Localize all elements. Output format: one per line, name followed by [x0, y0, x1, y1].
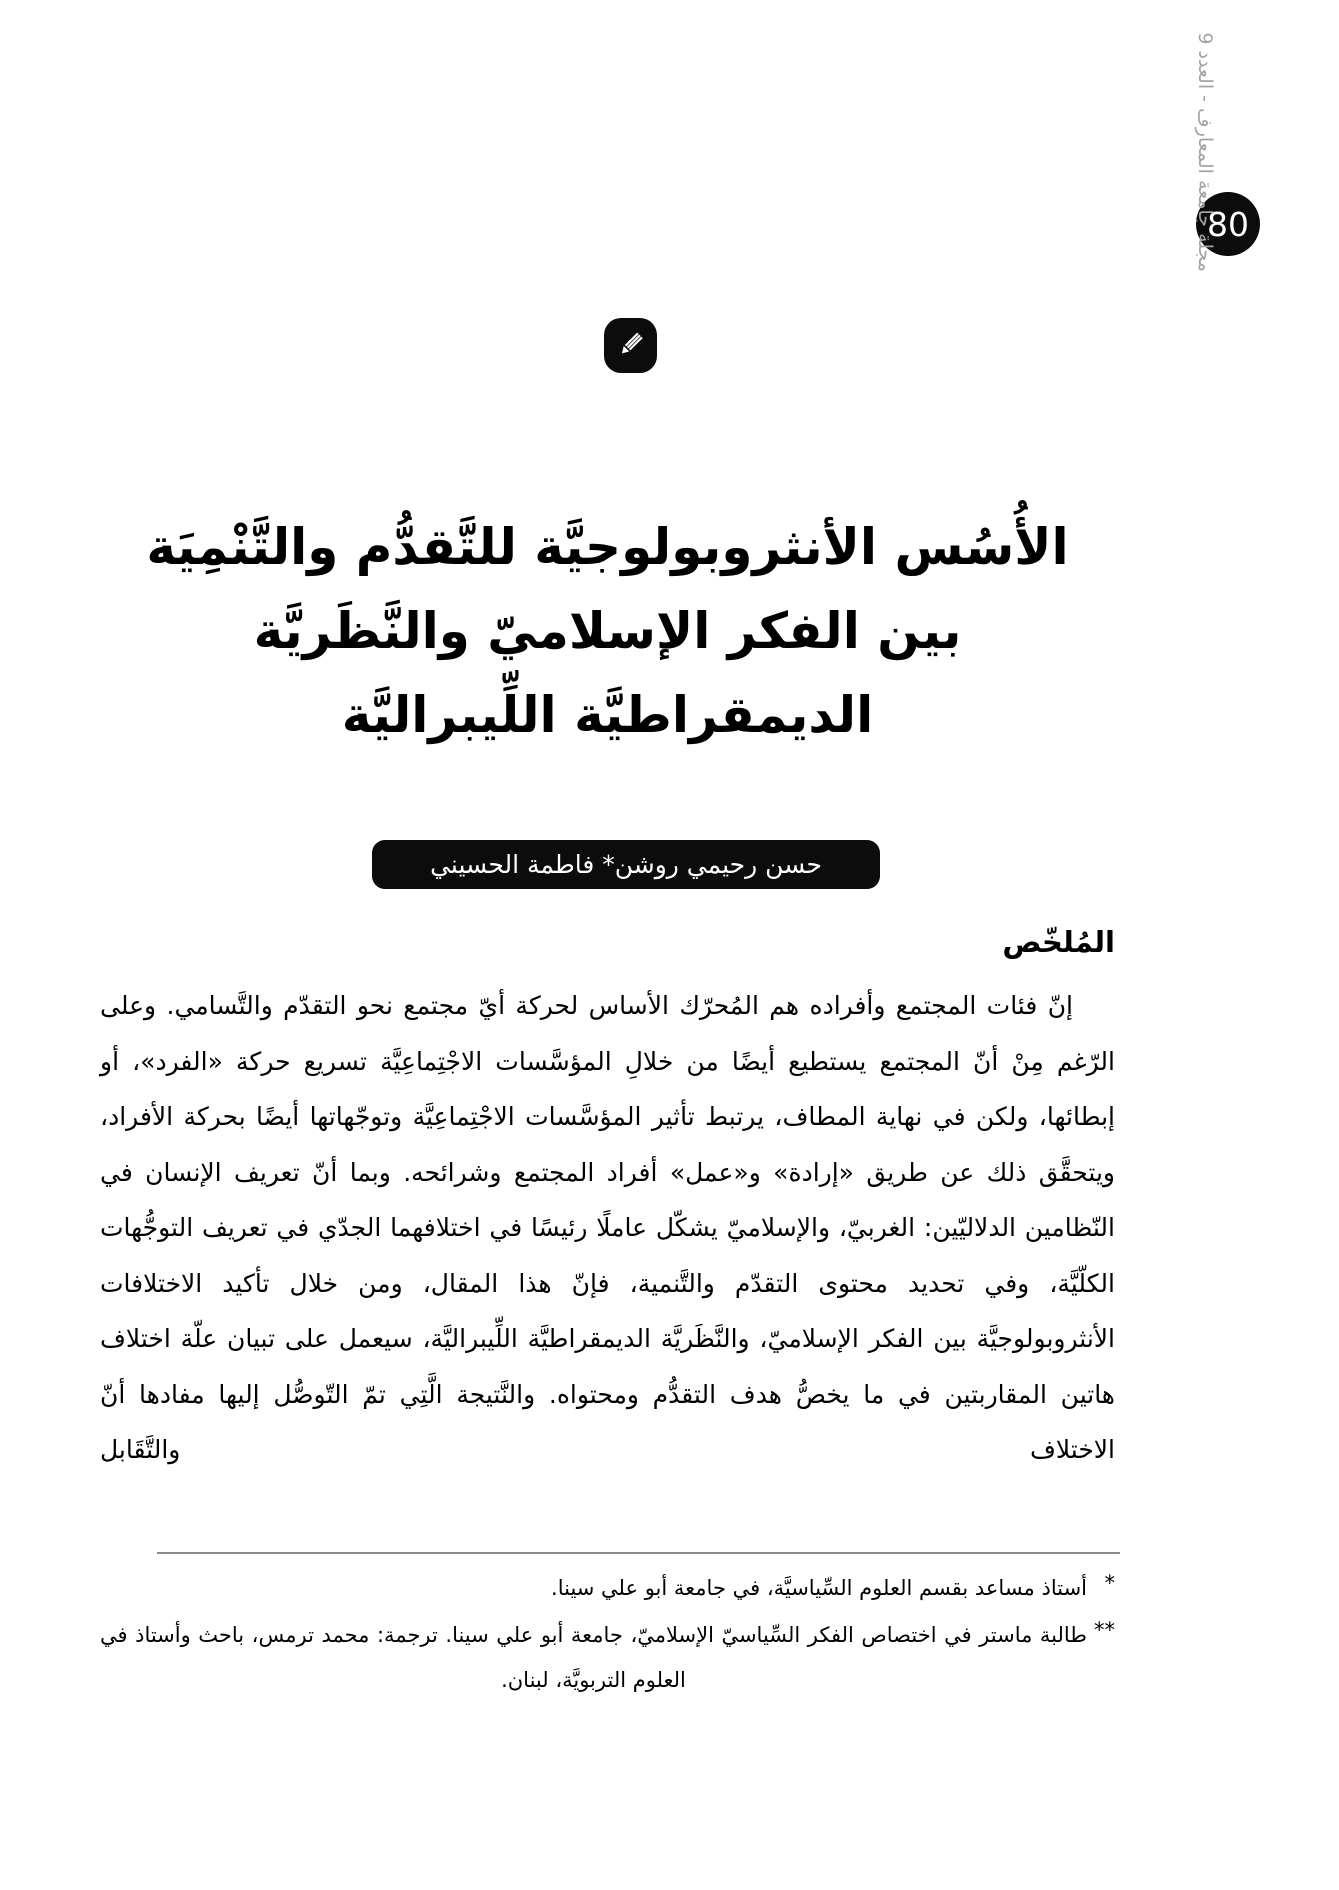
- footnote-separator: [157, 1552, 1120, 1554]
- authors-bar: [372, 840, 880, 889]
- pencil-icon: [614, 327, 648, 365]
- footnote-2-marker: **: [1094, 1618, 1115, 1642]
- article-title: [100, 505, 1115, 757]
- footnote-2: [100, 1613, 1115, 1703]
- abstract-heading: المُلخّص: [1002, 925, 1115, 959]
- article-title-line-2: بين الفكر الإسلاميّ والنَّظَريَّة: [253, 602, 962, 660]
- article-title-line-1: الأُسُس الأنثروبولوجيَّة للتَّقدُّم والتَّنْمِيَة: [146, 518, 1069, 576]
- authors-names: حسن رحيمي روشن* فاطمة الحسيني: [430, 850, 822, 879]
- journal-name-vertical: مجلة جامعة المعارف - العدد 9: [1194, 32, 1216, 272]
- page-number: 80: [1207, 204, 1249, 244]
- article-title-line-3: الديمقراطيَّة اللِّيبراليَّة: [341, 686, 874, 744]
- footnote-2-text: طالبة ماستر في اختصاص الفكر السِّياسيّ الإسلاميّ، جامعة أبو علي سينا. ترجمة: محمد ترمس، باحث وأستاذ في العلوم التربويَّة، لبنان.: [100, 1623, 1087, 1692]
- abstract-paragraph: إنّ فئات المجتمع وأفراده هم المُحرّك الأساس لحركة أيّ مجتمع نحو التقدّم والتَّسامي. وعلى الرّغم مِنْ أنّ المجتمع يستطيع أيضًا من خلالِ المؤسَّسات الاجْتِماعِيَّة تسريع حركة «الفرد»، أو إبطائها، ولكن في نهاية المطاف، يرتبط تأثير المؤسَّسات الاجْتِماعِيَّة وتوجّهاتها أيضًا بحركة الأفراد، ويتحقَّق ذلك عن طريق «إرادة» و«عمل» أفراد المجتمع وشرائحه. وبما أنّ تعريف الإنسان في النّظامين الدلاليّين: الغربيّ، والإسلاميّ يشكّل عاملًا رئيسًا في اختلافهما الجدّي في تعريف التوجُّهات الكلّيَّة، وفي تحديد محتوى التقدّم والتَّنمية، فإنّ هذا المقال، ومن خلال تأكيد الاختلافات الأنثروبولوجيَّة بين الفكر الإسلاميّ، والنَّظَريَّة الديمقراطيَّة اللِّيبراليَّة، سيعمل على تبيان علّة اختلاف هاتين المقاربتين في ما يخصُّ هدف التقدُّم ومحتواه. والنَّتيجة الَّتِي تمّ التّوصُّل إليها مفادها أنّ الاختلاف والتَّقَابل: [100, 991, 1115, 1464]
- footnotes-block: [100, 1566, 1115, 1705]
- footnote-1-text: أستاذ مساعد بقسم العلوم السِّياسيَّة، في جامعة أبو علي سينا.: [551, 1576, 1087, 1600]
- footnote-1: [100, 1566, 1115, 1611]
- pencil-badge: [604, 318, 657, 373]
- footnote-1-marker: *: [1104, 1571, 1115, 1595]
